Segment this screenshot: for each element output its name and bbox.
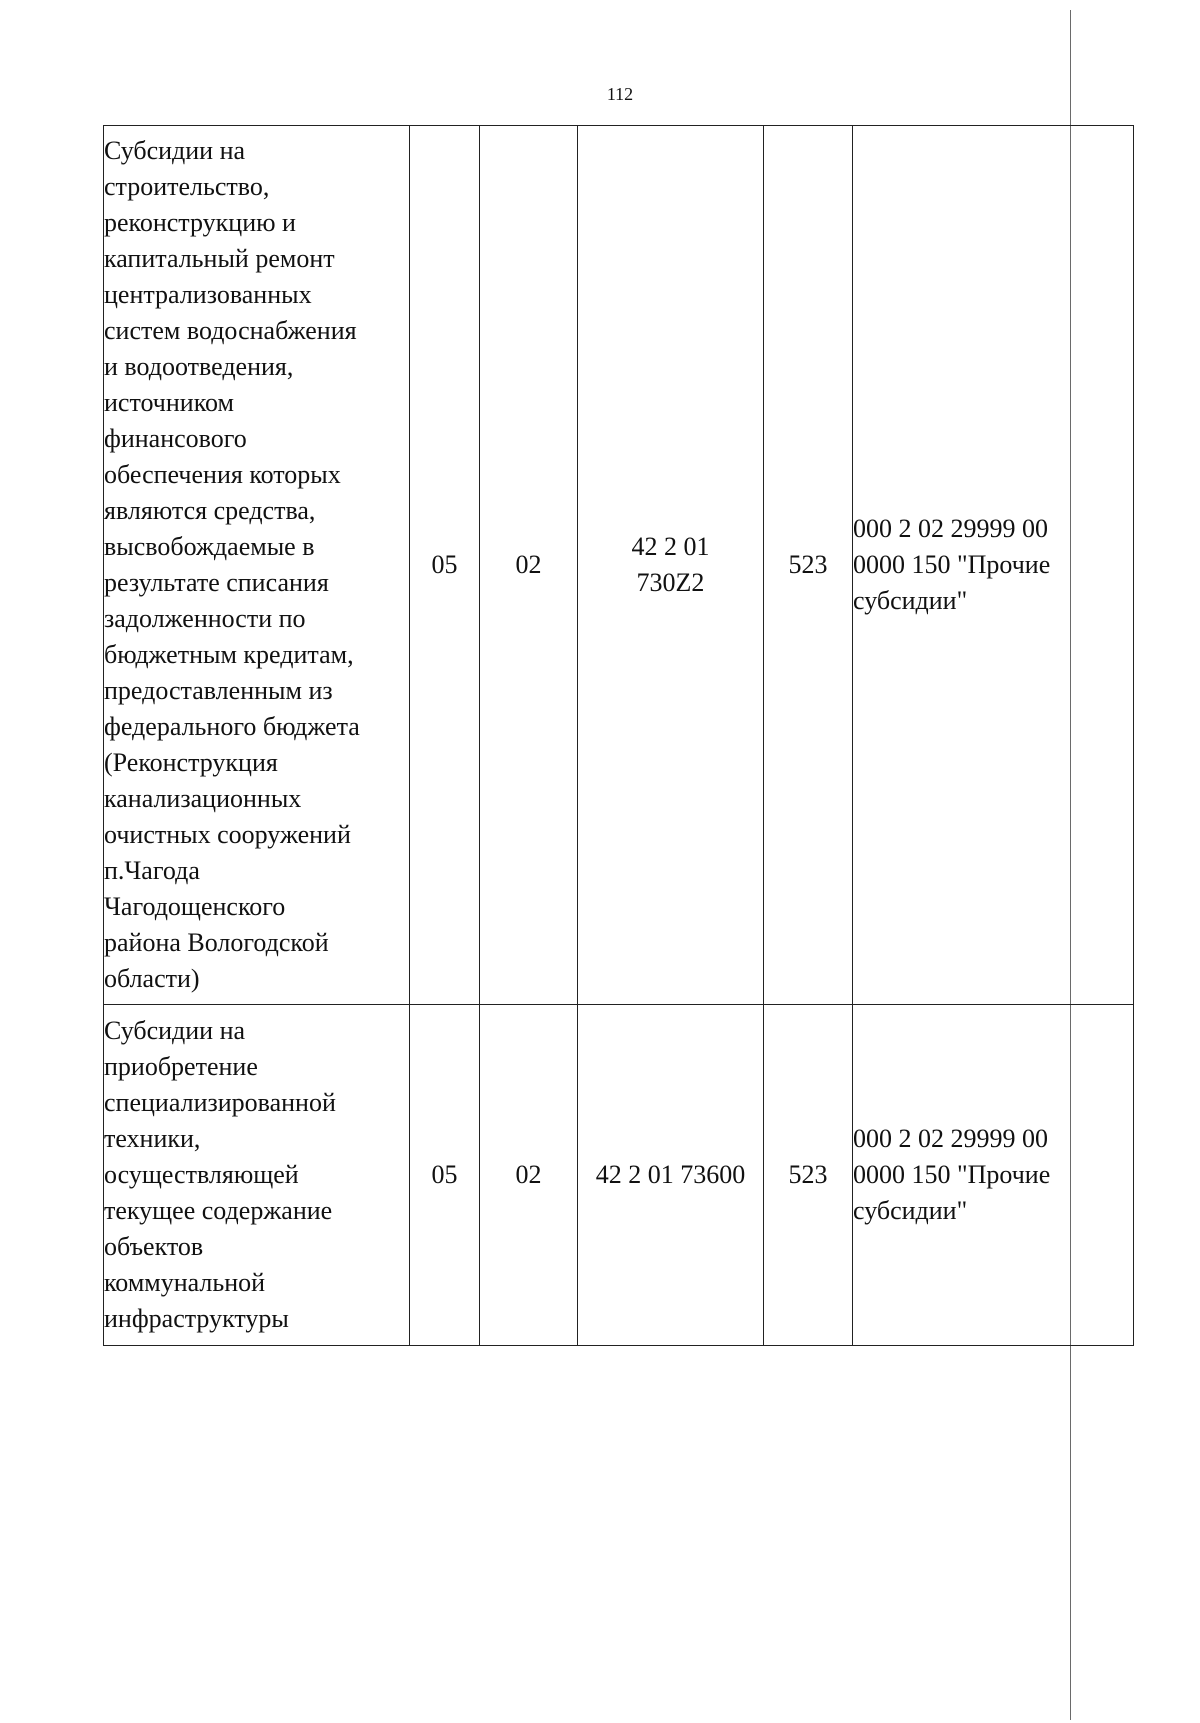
subsection-code: 02	[480, 126, 578, 1005]
section-code: 05	[410, 1005, 480, 1346]
row-description: Субсидии на приобретение специализированной техники, осуществляющей текущее содержание объектов коммунальной инфраструктуры	[104, 1005, 410, 1346]
row-description: Субсидии на строительство, реконструкцию и капитальный ремонт централизованных систем водоснабжения и водоотведения, источником финансового обеспечения которых являются средства, высвобождаемые в результате списания задолженности по бюджетным кредитам, предоставленным из федерального бюджета (Реконструкция канализационных очистных сооружений п.Чагода Чагодощенского района Вологодской области)	[104, 126, 410, 1005]
table-row	[104, 126, 1134, 1005]
section-code: 05	[410, 126, 480, 1005]
income-code: 000 2 02 29999 00 0000 150 "Прочие субсидии"	[853, 1005, 1134, 1346]
income-code: 000 2 02 29999 00 0000 150 "Прочие субсидии"	[853, 126, 1134, 1005]
page-number: 112	[606, 84, 634, 104]
expense-type-code: 523	[764, 1005, 853, 1346]
table-row	[104, 1005, 1134, 1346]
budget-table	[103, 125, 1134, 1346]
target-article-code: 42 2 01 730Z2	[578, 126, 764, 1005]
subsection-code: 02	[480, 1005, 578, 1346]
target-article-code: 42 2 01 73600	[578, 1005, 764, 1346]
expense-type-code: 523	[764, 126, 853, 1005]
